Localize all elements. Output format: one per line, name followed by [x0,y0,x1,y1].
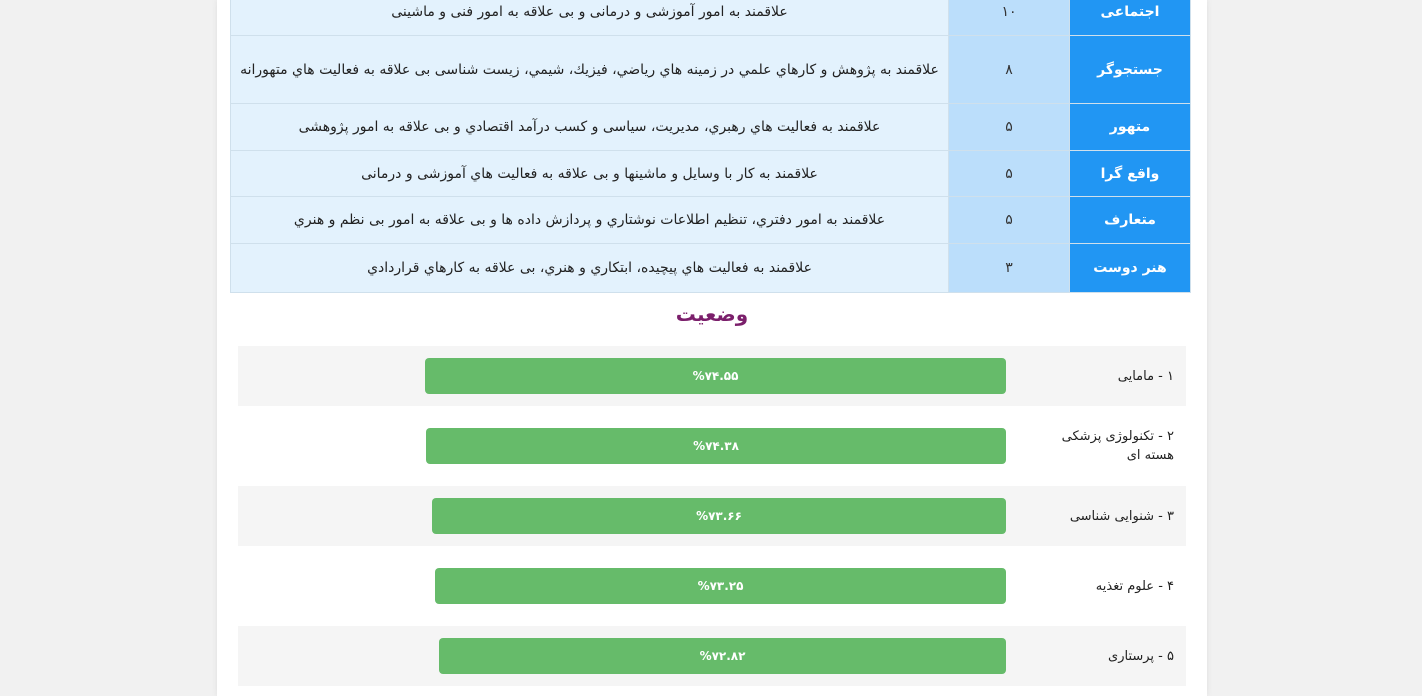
progress-bar-track [406,358,1006,394]
personality-description: علاقمند به امور دفتري، تنظيم اطلاعات نوشتاري و پردازش داده ها و بی علاقه به امور بی نظم و هنري [231,197,949,244]
status-row [238,626,1186,686]
table-row [231,0,1191,36]
table-row [231,244,1191,293]
progress-bar-track [406,428,1006,464]
progress-bar-track [406,498,1006,534]
personality-description: علاقمند به پژوهش و كارهاي علمي در زمينه هاي رياضي، فيزيك، شيمي، زيست شناسی بی علاقه به فعاليت هاي متهورانه [231,36,949,104]
personality-description: علاقمند به امور آموزشی و درمانی و بی علاقه به امور فنی و ماشینی [231,0,949,36]
personality-type: اجتماعی [1070,0,1191,36]
status-row [238,486,1186,546]
progress-bar-fill: %۷۳.۶۶ [432,498,1006,534]
status-label: ۳ - شنوایی شناسی [1069,508,1174,524]
table-row [231,36,1191,104]
personality-type: متعارف [1070,197,1191,244]
progress-bar-fill: %۷۲.۸۲ [439,638,1006,674]
personality-type: جستجوگر [1070,36,1191,104]
table-row [231,104,1191,151]
progress-bar-track [406,638,1006,674]
personality-type: هنر دوست [1070,244,1191,293]
status-row [238,416,1186,476]
status-row [238,556,1186,616]
table-row [231,151,1191,197]
status-label: ۵ - پرستاری [1108,648,1174,664]
progress-bar-track [406,568,1006,604]
personality-type: واقع گرا [1070,151,1191,197]
status-section-title: وضعیت [675,302,749,326]
personality-description: علاقمند به فعاليت هاي پيچيده، ابتكاري و هنري، بی علاقه به كارهاي قراردادي [231,244,949,293]
status-row [238,346,1186,406]
personality-score: ۵ [949,151,1070,197]
personality-score: ۵ [949,104,1070,151]
personality-description: علاقمند به فعاليت هاي رهبري، مديريت، سياسی و كسب درآمد اقتصادي و بی علاقه به امور پژوهشی [231,104,949,151]
progress-bar-fill: %۷۴.۳۸ [426,428,1006,464]
personality-score: ۵ [949,197,1070,244]
personality-score: ۳ [949,244,1070,293]
personality-type: متهور [1070,104,1191,151]
status-label: ۲ - تکنولوژی پزشکی هسته ای [1061,429,1174,463]
progress-bar-fill: %۷۳.۲۵ [435,568,1006,604]
status-label: ۴ - علوم تغذیه [1095,578,1174,594]
personality-score: ۱۰ [949,0,1070,36]
table-row [231,197,1191,244]
personality-table [230,0,1191,293]
progress-bar-fill: %۷۴.۵۵ [425,358,1006,394]
personality-score: ۸ [949,36,1070,104]
personality-description: علاقمند به كار با وسايل و ماشينها و بی علاقه به فعاليت هاي آموزشی و درمانی [231,151,949,197]
status-label: ۱ - مامایی [1117,368,1174,384]
